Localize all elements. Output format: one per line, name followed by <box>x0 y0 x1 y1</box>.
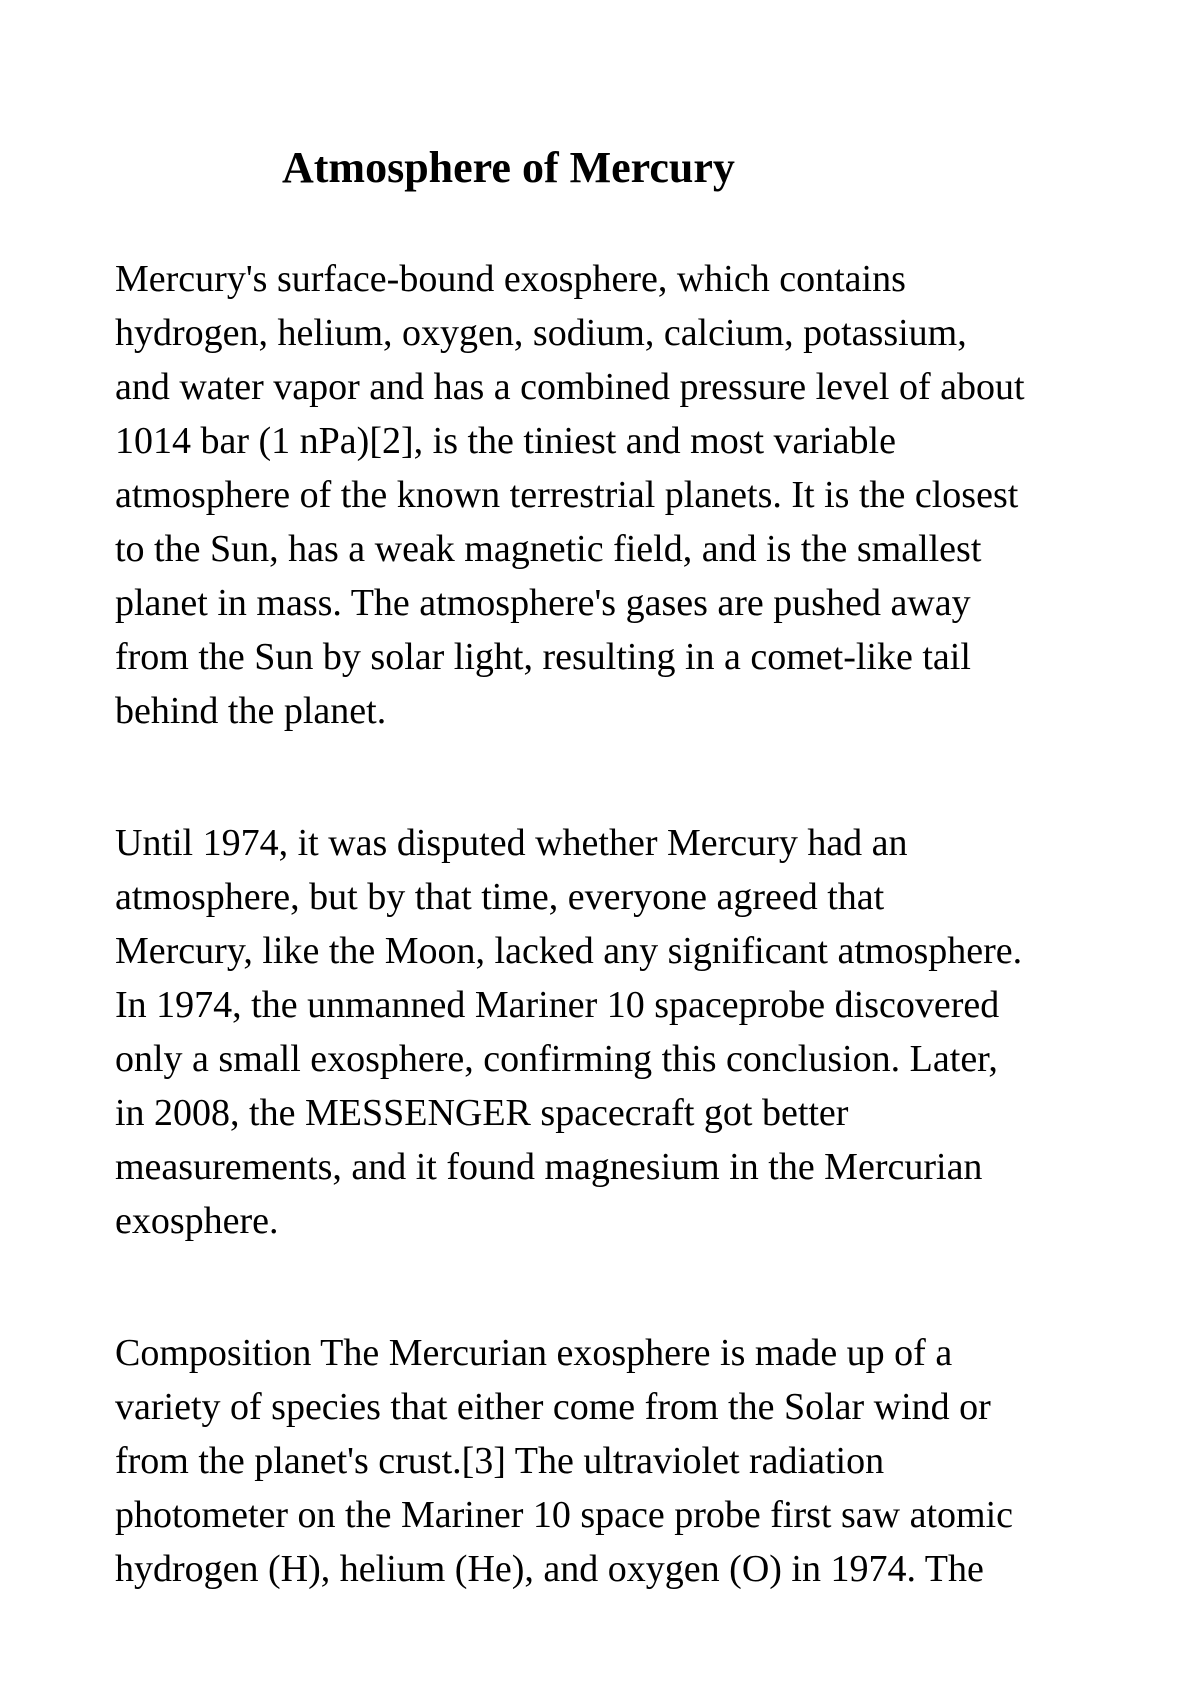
text-line: from the planet's crust.[3] The ultraviolet radiation <box>115 1440 885 1482</box>
text-line: measurements, and it found magnesium in the Mercurian <box>115 1146 983 1188</box>
text-line: exosphere. <box>115 1200 279 1242</box>
page-title: Atmosphere of Mercury <box>282 143 735 192</box>
text-line: Until 1974, it was disputed whether Mercury had an <box>115 822 908 864</box>
text-line: Mercury's surface-bound exosphere, which contains <box>115 258 906 300</box>
text-line: Mercury, like the Moon, lacked any significant atmosphere. <box>115 930 1023 972</box>
text-line: In 1974, the unmanned Mariner 10 spaceprobe discovered <box>115 984 1000 1026</box>
text-line: from the Sun by solar light, resulting in a comet-like tail <box>115 636 971 678</box>
text-line: Composition The Mercurian exosphere is made up of a <box>115 1332 953 1374</box>
text-line: planet in mass. The atmosphere's gases are pushed away <box>115 582 971 624</box>
text-line: atmosphere of the known terrestrial planets. It is the closest <box>115 474 1019 516</box>
text-line: 1014 bar (1 nPa)[2], is the tiniest and most variable <box>115 420 896 462</box>
text-line: in 2008, the MESSENGER spacecraft got better <box>115 1092 849 1134</box>
text-line: only a small exosphere, confirming this conclusion. Later, <box>115 1038 998 1080</box>
text-line: photometer on the Mariner 10 space probe first saw atomic <box>115 1494 1013 1536</box>
text-line: atmosphere, but by that time, everyone agreed that <box>115 876 885 918</box>
paragraph-composition <box>115 1326 1115 1596</box>
text-line: to the Sun, has a weak magnetic field, and is the smallest <box>115 528 982 570</box>
text-line: variety of species that either come from the Solar wind or <box>115 1386 991 1428</box>
paragraph-history <box>115 816 1115 1248</box>
text-line: hydrogen, helium, oxygen, sodium, calcium, potassium, <box>115 312 967 354</box>
paragraph-atmosphere-overview <box>115 252 1115 738</box>
text-line: hydrogen (H), helium (He), and oxygen (O) in 1974. The <box>115 1548 984 1590</box>
text-line: behind the planet. <box>115 690 387 732</box>
text-line: and water vapor and has a combined pressure level of about <box>115 366 1025 408</box>
